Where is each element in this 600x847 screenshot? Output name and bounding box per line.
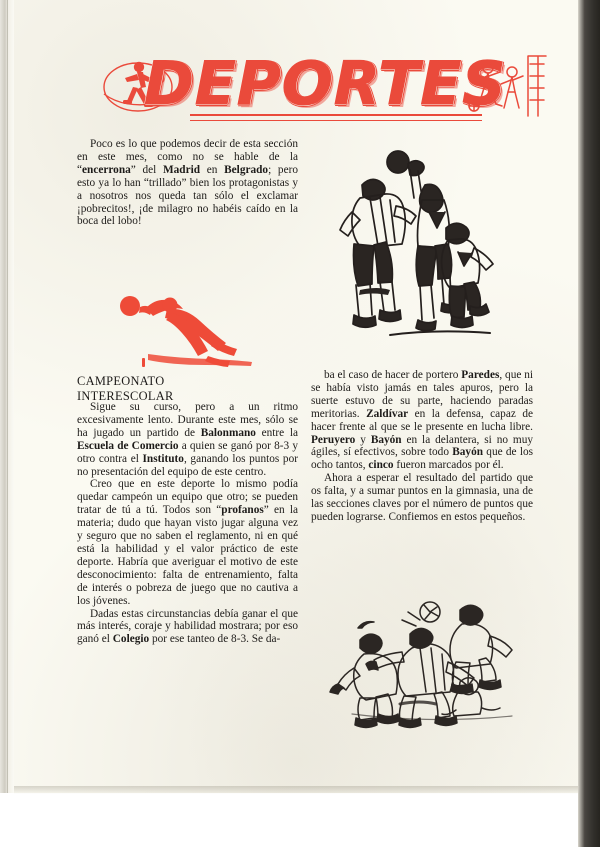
right-column-paragraph-2: Ahora a esperar el resultado del partido que os falta, y a sumar puntos en la gimnasia, una de las secciones claves por el número de puntos que pueden lograrse. Confiemos en estos pequeños. (311, 472, 533, 523)
masthead (14, 49, 578, 130)
left-column-paragraph-2: Creo que en este deporte lo mismo podía quedar campeón un equipo que otro; se pueden tratar de tú a tú. Todos son “profanos” en la materia; dudo que hayan visto jugar alguna vez y seguro que no saben el reglamento, ni en qué está la habilidad y el valor práctico de este deporte. Habría que averiguar el motivo de este desconocimiento: falta de entrenamiento, falta de interés o pobreza de juego que no cautiva a los jóvenes. (77, 478, 298, 607)
right-column (311, 369, 533, 524)
masthead-rule (190, 114, 482, 121)
page-title: DEPORTES (144, 49, 507, 119)
football-scramble-illustration (330, 592, 530, 727)
two-players-goalpost-icon (466, 54, 552, 118)
left-column-paragraph-1: Sigue su curso, pero a un ritmo excesivamente lento. Durante este mes, sólo se ha jugado un partido de Balonmano entre la Escuela de Comercio a quien se ganó por 8-3 y otro contra el Instituto, ganando los puntos por no presentación del equipo de este centro. (77, 401, 298, 478)
page-bottom-edge (14, 786, 578, 794)
intro-paragraph-block (77, 138, 298, 228)
players-jumping-for-ball-illustration (330, 140, 530, 345)
intro-paragraph: Poco es lo que podemos decir de esta sección en este mes, como no se hable de la “encerrona” del Madrid en Belgrado; pero esto ya lo han “trillado” bien los protagonistas y a nosotros nos queda tan sólo el exclamar ¡pobrecitos!, ¡de milagro no habéis caído en la boca del lobo! (77, 138, 298, 228)
scan-left-edge (0, 0, 14, 793)
right-column-paragraph-1: ba el caso de hacer de portero Paredes, que ni se había visto jamás en tales apuros, pero la suerte estuvo de su parte, haciendo paradas meritorias. Zaldívar en la defensa, capaz de hacer frente al que se le presente en lucha libre. Peruyero y Bayón en la delantera, si no muy ágiles, sí efectivos, sobre todo Bayón que de los ocho tantos, cinco fueron marcados por él. (311, 369, 533, 472)
left-column (77, 401, 298, 646)
section-heading (77, 374, 298, 403)
diving-goalkeeper-illustration (110, 288, 270, 368)
left-column-paragraph-3: Dadas estas circunstancias debía ganar el que más interés, coraje y habilidad mostrara; por eso ganó el Colegio por ese tanteo de 8-3. Se da- (77, 607, 298, 646)
scan-right-edge (578, 0, 600, 847)
section-heading-line-2: INTERESCOLAR (77, 388, 174, 403)
section-heading-line-1: CAMPEONATO (77, 374, 165, 388)
